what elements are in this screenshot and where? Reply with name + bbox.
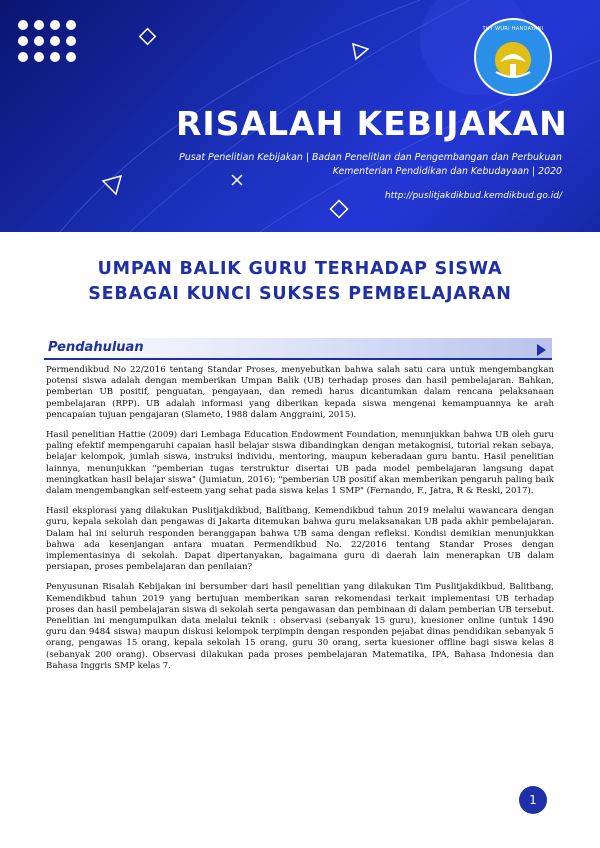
dot bbox=[18, 36, 28, 46]
dot bbox=[18, 20, 28, 30]
dot bbox=[50, 20, 60, 30]
page-number-badge: 1 bbox=[519, 786, 547, 814]
dot bbox=[18, 52, 28, 62]
dot bbox=[66, 36, 76, 46]
diamond-icon bbox=[331, 201, 348, 218]
publication-title: RISALAH KEBIJAKAN bbox=[176, 104, 568, 143]
dot bbox=[66, 52, 76, 62]
dot bbox=[66, 20, 76, 30]
triangle-arrow-icon bbox=[537, 344, 546, 356]
document-title-line: UMPAN BALIK GURU TERHADAP SISWA bbox=[97, 259, 503, 279]
section-heading-bar bbox=[44, 338, 552, 360]
document-title-line: SEBAGAI KUNCI SUKSES PEMBELAJARAN bbox=[88, 284, 512, 304]
section-heading: Pendahuluan bbox=[48, 340, 144, 355]
dot bbox=[34, 20, 44, 30]
dot bbox=[50, 52, 60, 62]
dot bbox=[34, 36, 44, 46]
triangle-icon bbox=[103, 176, 121, 194]
dot-grid-decoration bbox=[18, 20, 76, 62]
document-title bbox=[40, 257, 560, 307]
diamond-icon bbox=[140, 29, 156, 45]
dot bbox=[34, 52, 44, 62]
section-underline bbox=[44, 358, 552, 360]
body-content bbox=[46, 365, 554, 681]
logo-text: TUT WURI HANDAYANI bbox=[482, 26, 544, 32]
paragraph: Hasil eksplorasi yang dilakukan Puslitjakdikbud, Balitbang, Kemendikbud tahun 2019 melalui wawancara dengan guru, kepala sekolah dan pengawas di Jakarta ditemukan bahwa guru melaksanakan UB pada akhir pembelajaran. Dalam hal ini seluruh responden beranggapan bahwa UB sama dengan refleksi. Kondisi demikian menunjukkan bahwa ada kesenjangan antara muatan Permendikbud No. 22/2016 tentang Standar Proses dengan implementasinya di sekolah. Dapat dipertanyakan, bagaimana guru di daerah lain menerapkan UB dalam persiapan, proses pembelajaran dan penilaian? bbox=[46, 506, 554, 573]
paragraph: Hasil penelitian Hattie (2009) dari Lembaga Education Endowment Foundation, menunjukkan bahwa UB oleh guru paling efektif mempengaruhi capaian hasil belajar siswa dibandingkan dengan metakognisi, tutorial rekan sebaya, belajar kelompok, jumlah siswa, instruksi individu, mentoring, maupun keberadaan guru bantu. Hasil penelitian lainnya, menunjukkan "pemberian tugas terstruktur disertai UB pada model pembelajaran langsung dapat meningkatkan hasil belajar siswa" (Jumiatun, 2016); "pemberian UB positif akan memberikan pengaruh paling baik dalam mengembangkan self-esteem yang sehat pada siswa kelas 1 SMP" (Fernando, F., Jatra, R & Reski, 2017). bbox=[46, 430, 554, 497]
paragraph: Permendikbud No 22/2016 tentang Standar Proses, menyebutkan bahwa salah satu cara untuk mengembangkan potensi siswa adalah dengan memberikan Umpan Balik (UB) terhadap proses dan hasil pembelajaran. Bahkan, pemberian UB positif, penguatan, pengayaan, dan remedi harus dicantumkan dalam rencana pelaksanaan pembelajaran (RPP). UB adalah informasi yang diberikan kepada siswa mengenai kemampuannya ke arah pencapaian tujuan pengajaran (Slameto, 1988 dalam Anggraini, 2015). bbox=[46, 365, 554, 420]
tut-wuri-handayani-logo bbox=[474, 18, 552, 96]
header-banner bbox=[0, 0, 600, 232]
triangle-icon bbox=[353, 44, 368, 59]
dot bbox=[50, 36, 60, 46]
website-url[interactable]: http://puslitjakdikbud.kemdikbud.go.id/ bbox=[384, 191, 562, 201]
logo-emblem-icon bbox=[476, 20, 550, 94]
paragraph: Penyusunan Risalah Kebijakan ini bersumber dari hasil penelitian yang dilakukan Tim Puslitjakdikbud, Balitbang, Kemendikbud tahun 2019 yang bertujuan memberikan saran rekomendasi terkait implementasi UB terhadap proses dan hasil pembelajaran siswa di sekolah serta pengawasan dan pembinaan di dalam pemberian UB tersebut. Penelitian ini mengumpulkan data melalui teknik : observasi (sebanyak 15 guru), kuesioner online (untuk 1490 guru dan 9484 siswa) maupun diskusi kelompok terpimpin dengan responden pejabat dinas pendidikan sebanyak 5 orang, pengawas 15 orang, kepala sekolah 15 orang, guru 30 orang, serta kuesioner offline bagi siswa kelas 8 (sebanyak 200 orang). Observasi dilakukan pada proses pembelajaran Matematika, IPA, Bahasa Indonesia dan Bahasa Inggris SMP kelas 7. bbox=[46, 582, 554, 671]
publisher-subtitle: Pusat Penelitian Kebijakan | Badan Penelitian dan Pengembangan dan Perbukuan Kementerian Pendidikan dan Kebudayaan | 2020 bbox=[179, 152, 562, 177]
